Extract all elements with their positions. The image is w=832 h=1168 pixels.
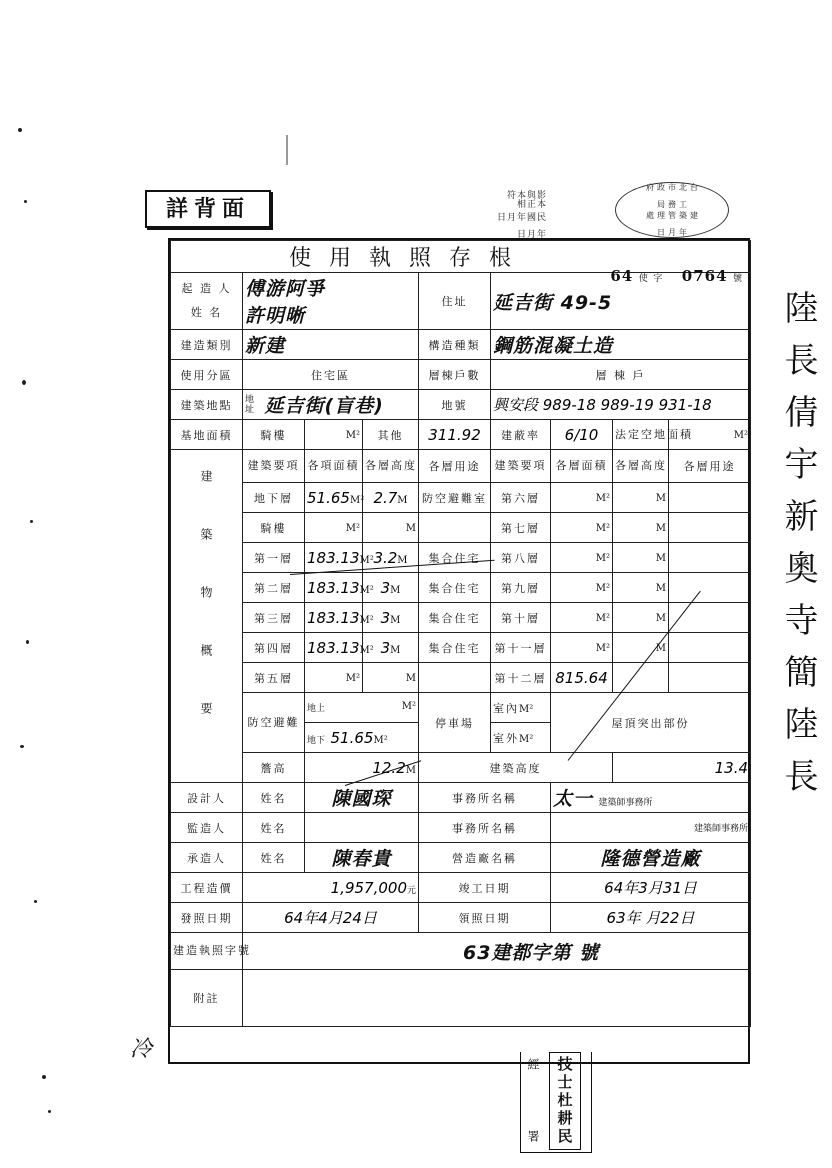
- rubric-stamp: 詳背面: [145, 190, 271, 228]
- notes-row: [171, 970, 751, 1027]
- title-row: [171, 241, 751, 273]
- contractor-row: [171, 843, 751, 873]
- site-row: [171, 390, 751, 420]
- contractor-label: 承造人: [171, 843, 243, 873]
- floor-area: 183.13: [307, 638, 360, 657]
- designer-label: 設計人: [171, 783, 243, 813]
- unit: M: [405, 523, 416, 534]
- government-seal: [615, 182, 729, 238]
- seal-line: 建築管理處: [645, 211, 699, 219]
- floor-row: [171, 543, 751, 573]
- issue-label: 發照日期: [171, 903, 243, 933]
- eave-label: 簷高: [243, 753, 305, 783]
- floor-name: 第三層: [243, 603, 305, 633]
- floor-name: 第六層: [491, 483, 551, 513]
- floor-name: 騎樓: [243, 513, 305, 543]
- notes-label: 附註: [171, 970, 243, 1027]
- license-char2: 字: [653, 274, 663, 284]
- cost-row: [171, 873, 751, 903]
- unit: M: [390, 614, 401, 626]
- receive-value: 63年 月22日: [606, 909, 695, 927]
- floor-name: 地下層: [243, 483, 305, 513]
- unit: M: [397, 554, 408, 566]
- certification-stamp: [495, 190, 545, 238]
- arcade-unit: M²: [345, 430, 360, 441]
- unit: M: [655, 523, 666, 534]
- builder-name-2: 許明晰: [245, 305, 306, 327]
- legal-open-unit: M²: [733, 430, 749, 441]
- unit: M: [655, 583, 666, 594]
- building-height-label: 建築高度: [419, 753, 613, 783]
- address-value: 延吉街 49-5: [493, 291, 613, 314]
- unit: M²: [359, 614, 374, 626]
- height-row: [171, 753, 751, 783]
- unit: M: [655, 553, 666, 564]
- unit: M²: [519, 733, 534, 745]
- builder-name-label: 姓 名: [190, 306, 223, 319]
- form-title: 使用執照存根: [289, 246, 530, 271]
- shelter-below-label: 地下: [307, 735, 326, 746]
- receive-label: 領照日期: [419, 903, 551, 933]
- coverage-value: 6/10: [564, 425, 599, 444]
- parking-in-label: 室內: [493, 701, 519, 715]
- name-label: 姓名: [243, 843, 305, 873]
- shelter-below-value: 51.65: [330, 728, 374, 747]
- address-label: 住址: [419, 273, 491, 330]
- office-label: 事務所名稱: [419, 783, 551, 813]
- contractor-name: 陳春貴: [331, 848, 392, 870]
- col-header: 建築要項: [491, 450, 551, 483]
- unit: M: [397, 494, 408, 506]
- column-header-row: [171, 450, 751, 483]
- seal-line: 工務局: [656, 200, 688, 208]
- unit: M²: [345, 673, 360, 684]
- unit: M²: [595, 643, 610, 654]
- floor-use: 集合住宅: [419, 603, 491, 633]
- shelter-above-label: 地上: [307, 704, 326, 714]
- col-header: 各項面積: [305, 450, 363, 483]
- unit: M²: [595, 583, 610, 594]
- unit: M: [390, 584, 401, 596]
- unit: M²: [595, 493, 610, 504]
- name-label: 姓名: [243, 813, 305, 843]
- site-sub-label: 地址: [245, 395, 255, 415]
- floor-area: 183.13: [307, 578, 360, 597]
- lot-label: 地號: [419, 390, 491, 420]
- zoning-value: 住宅區: [311, 368, 350, 382]
- unit: M²: [345, 523, 360, 534]
- col-header: 各層用途: [419, 450, 491, 483]
- unit: M: [655, 493, 666, 504]
- unit: M: [405, 673, 416, 684]
- floors-label: 層棟戶數: [419, 360, 491, 390]
- floors-value: 層 棟 戶: [595, 368, 646, 382]
- unit: M²: [359, 644, 374, 656]
- parking-out-label: 室外: [493, 731, 519, 745]
- unit: M: [405, 764, 416, 776]
- col-header: 建築要項: [243, 450, 305, 483]
- floor-row: [171, 573, 751, 603]
- parking-label: 停車場: [419, 693, 491, 753]
- license-suffix: 號: [733, 274, 743, 284]
- unit: M: [390, 644, 401, 656]
- issue-row: [171, 903, 751, 933]
- unit: M: [655, 643, 666, 654]
- name-label: 姓名: [243, 783, 305, 813]
- coverage-label: 建蔽率: [491, 420, 551, 450]
- floor-height: 3: [380, 608, 391, 627]
- designer-row: [171, 783, 751, 813]
- floor-row: [171, 663, 751, 693]
- cost-value: 1,957,000: [330, 878, 407, 897]
- col-header: 各層高度: [613, 450, 669, 483]
- lot-value: 興安段 989-18 989-19 931-18: [493, 396, 712, 414]
- floor-height: 3: [380, 578, 391, 597]
- seal-line: 台北市政府: [645, 183, 699, 191]
- unit: M²: [349, 494, 365, 506]
- shelter-label: 防空避難: [243, 693, 305, 753]
- floor-area: 183.13: [307, 608, 360, 627]
- floor-name: 第四層: [243, 633, 305, 663]
- license-char: 使: [638, 274, 648, 284]
- usage-license-stub-form: [168, 238, 750, 1064]
- adjacent-document-edge: 陸長倩宇新奧寺簡陸長: [778, 290, 818, 810]
- stamp-line: 年月日: [515, 229, 545, 238]
- unit: M: [655, 613, 666, 624]
- other-label: 其他: [363, 420, 419, 450]
- cost-label: 工程造價: [171, 873, 243, 903]
- roof-label: 屋頂突出部份: [551, 693, 751, 753]
- eave-value: 12.2: [372, 758, 406, 777]
- floor-area: 51.65: [307, 488, 350, 507]
- other-value: 311.92: [428, 425, 481, 444]
- floor-row: [171, 513, 751, 543]
- builder-label: 起 造 人: [181, 282, 232, 295]
- floor-use: 集合住宅: [419, 573, 491, 603]
- shelter-row: [171, 693, 751, 723]
- stamp-line: 民國年月日: [495, 212, 545, 222]
- floor-row: [171, 603, 751, 633]
- firm-label: 營造廠名稱: [419, 843, 551, 873]
- floor-height: 3: [380, 638, 391, 657]
- floor-name: 第七層: [491, 513, 551, 543]
- zoning-label: 使用分區: [171, 360, 243, 390]
- base-area-row: [171, 420, 751, 450]
- site-value: 延吉街(盲巷): [264, 395, 384, 417]
- type-row: [171, 330, 751, 360]
- building-type-value: 新建: [245, 335, 286, 357]
- floor-name: 第一層: [243, 543, 305, 573]
- designer-office-note: 建築師事務所: [598, 798, 653, 808]
- category-label: 建築物概要: [199, 469, 213, 760]
- supervisor-label: 監造人: [171, 813, 243, 843]
- floor-row: [171, 483, 751, 513]
- seal-line: 年月日: [656, 228, 688, 236]
- completion-value: 64年3月31日: [604, 879, 697, 897]
- floor-name: 第九層: [491, 573, 551, 603]
- floor-name: 第八層: [491, 543, 551, 573]
- issue-value: 64年4月24日: [284, 909, 377, 927]
- floor-height: 3.2: [373, 548, 398, 567]
- unit: M²: [359, 554, 374, 566]
- permit-row: [171, 933, 751, 970]
- margin-note: 冷: [130, 1037, 153, 1062]
- office-label: 事務所名稱: [419, 813, 551, 843]
- unit: M²: [359, 584, 374, 596]
- building-type-label: 建造類別: [171, 330, 243, 360]
- completion-label: 竣工日期: [419, 873, 551, 903]
- floor-use: 集合住宅: [419, 543, 491, 573]
- floor-name: 第二層: [243, 573, 305, 603]
- floor-use: 防空避難室: [419, 483, 491, 513]
- arcade-label: 騎樓: [243, 420, 305, 450]
- floor-name: 第五層: [243, 663, 305, 693]
- license-number: 0764: [681, 267, 728, 285]
- form-table: [170, 240, 751, 1027]
- license-year: 64: [610, 267, 634, 285]
- builder-name-1: 傅游阿爭: [245, 278, 326, 300]
- col-header: 各層面積: [551, 450, 613, 483]
- unit: M²: [401, 701, 416, 712]
- site-label: 建築地點: [171, 390, 243, 420]
- unit: M²: [595, 553, 610, 564]
- floor-area: 815.64: [555, 668, 608, 687]
- designer-name: 陳國琛: [331, 788, 392, 810]
- col-header: 各層高度: [363, 450, 419, 483]
- unit: M²: [519, 703, 534, 715]
- floor-height: 2.7: [373, 488, 398, 507]
- unit: M²: [373, 734, 388, 746]
- structure-label: 構造種類: [419, 330, 491, 360]
- floor-use: 集合住宅: [419, 633, 491, 663]
- base-area-label: 基地面積: [171, 420, 243, 450]
- permit-value: 63建都字第 號: [463, 941, 600, 964]
- zoning-row: [171, 360, 751, 390]
- floor-name: 第十二層: [491, 663, 551, 693]
- floor-name: 第十層: [491, 603, 551, 633]
- col-header: 各層用途: [669, 450, 751, 483]
- legal-open-label: 法定空地面積: [613, 420, 669, 450]
- unit: M²: [595, 523, 610, 534]
- supervisor-office-note: 建築師事務所: [694, 824, 749, 834]
- stamp-line: 影本與正本相符: [505, 190, 545, 208]
- designer-office: 太一: [553, 788, 594, 810]
- structure-value: 鋼筋混凝土造: [493, 335, 614, 357]
- permit-label: 建造執照字號: [171, 933, 243, 970]
- inspector-name-seal: 技士杜耕民: [555, 1056, 574, 1146]
- supervisor-row: [171, 813, 751, 843]
- building-height-value: 13.4: [714, 758, 749, 777]
- unit: M²: [595, 613, 610, 624]
- floor-name: 第十一層: [491, 633, 551, 663]
- cost-unit: 元: [406, 885, 416, 896]
- seal-label-top: 經: [526, 1058, 540, 1070]
- inspector-seal-box: [520, 1052, 592, 1153]
- seal-label-bottom: 署: [526, 1130, 540, 1142]
- floor-area: 183.13: [307, 548, 360, 567]
- contractor-firm: 隆德營造廠: [600, 848, 701, 870]
